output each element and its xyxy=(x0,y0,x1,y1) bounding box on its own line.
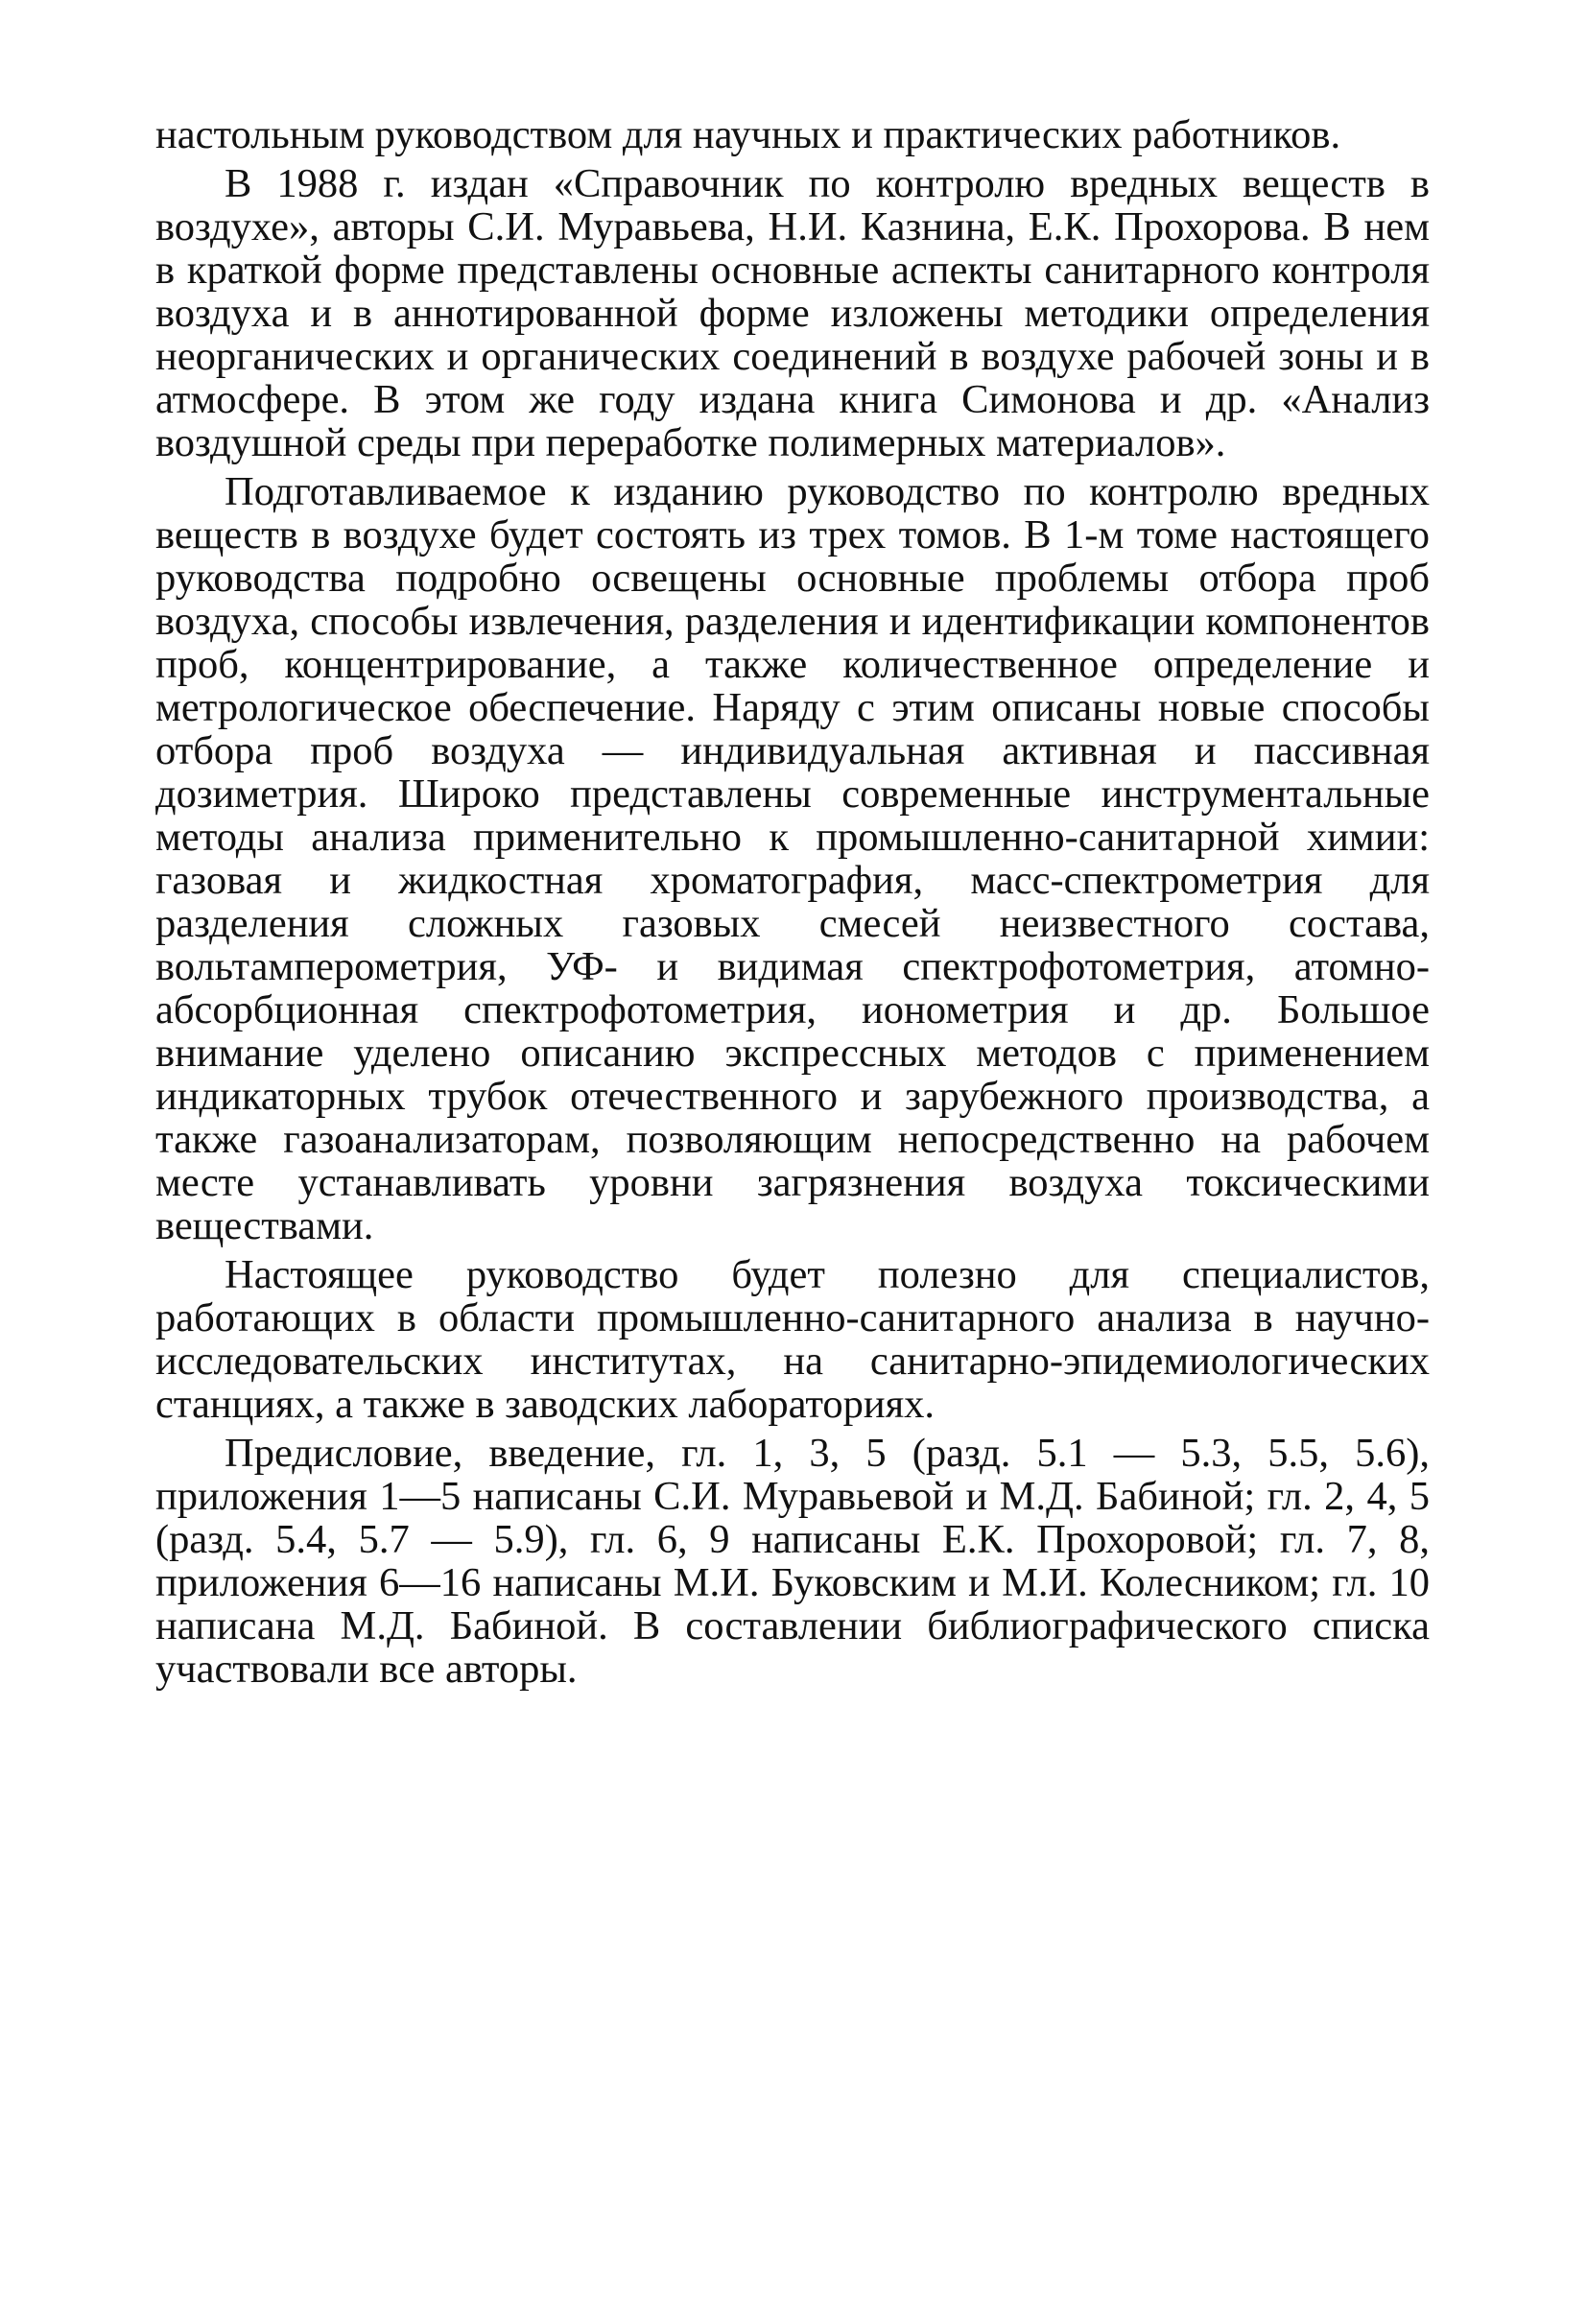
paragraph-audience: Настоящее руководство будет полезно для специалистов, работающих в области промышленно-санитарного анализа в научно-исследовательских институтах, на санитарно-эпидемиологических станциях, а также в заводских лабораториях. xyxy=(155,1252,1430,1427)
paragraph-continuation: настольным руководством для научных и практических работников. xyxy=(155,112,1341,157)
body-text xyxy=(155,113,1430,1691)
paragraph-volume-contents: Подготавливаемое к изданию руководство по контролю вредных веществ в воздухе будет состоять из трех томов. В 1-м томе настоящего руководства подробно освещены основные проблемы отбора проб воздуха, способы извлечения, разделения и идентификации компонентов проб, концентрирование, а также количественное определение и метрологическое обеспечение. Наряду с этим описаны новые способы отбора проб воздуха — индивидуальная активная и пассивная дозиметрия. Широко представлены современные инструментальные методы анализа применительно к промышленно-санитарной химии: газовая и жидкостная хроматография, масс-спектрометрия для разделения сложных газовых смесей неизвестного состава, вольтамперометрия, УФ- и видимая спектрофотометрия, атомно-абсорбционная спектрофотометрия, ионометрия и др. Большое внимание уделено описанию экспрессных методов с применением индикаторных трубок отечественного и зарубежного производства, а также газоанализаторам, позволяющим непосредственно на рабочем месте устанавливать уровни загрязнения воздуха токсическими веществами. xyxy=(155,469,1430,1248)
paragraph-reference-1988: В 1988 г. издан «Справочник по контролю вредных веществ в воздухе», авторы С.И. Муравьева, Н.И. Казнина, Е.К. Прохорова. В нем в краткой форме представлены основные аспекты санитарного контроля воздуха и в аннотированной форме изложены методики определения неорганических и органических соединений в воздухе рабочей зоны и в атмосфере. В этом же году издана книга Симонова и др. «Анализ воздушной среды при переработке полимерных материалов». xyxy=(155,161,1430,465)
paragraph-authorship: Предисловие, введение, гл. 1, 3, 5 (разд. 5.1 — 5.3, 5.5, 5.6), приложения 1—5 написаны С.И. Муравьевой и М.Д. Бабиной; гл. 2, 4, 5 (разд. 5.4, 5.7 — 5.9), гл. 6, 9 написаны Е.К. Прохоровой; гл. 7, 8, приложения 6—16 написаны М.И. Буковским и М.И. Колесником; гл. 10 написана М.Д. Бабиной. В составлении библиографического списка участвовали все авторы. xyxy=(155,1431,1430,1692)
